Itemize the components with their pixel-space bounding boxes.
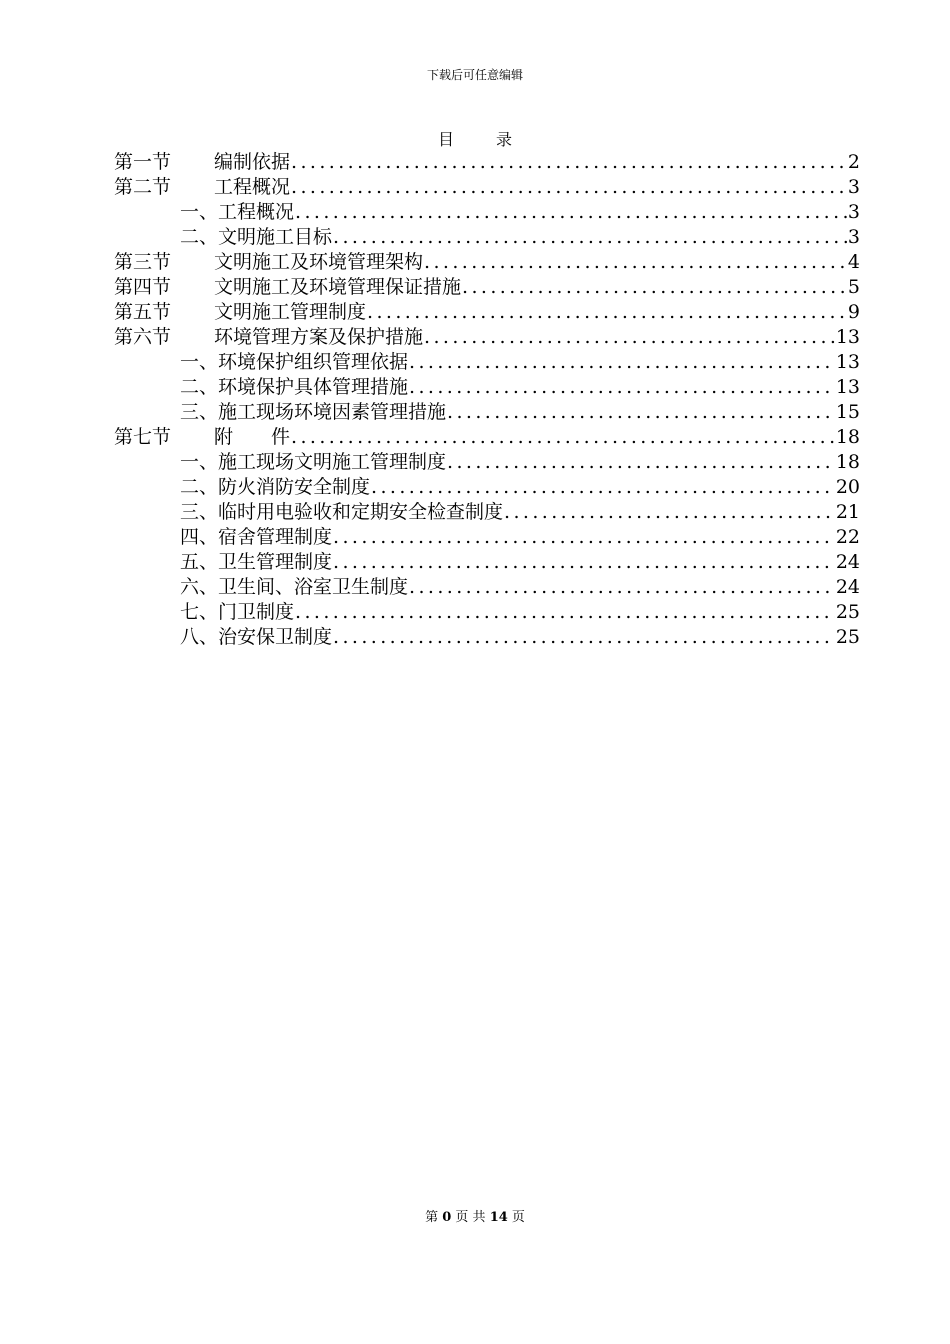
toc-entry[interactable] xyxy=(114,625,860,650)
toc-entry-page-number: 24 xyxy=(835,576,860,598)
toc-dot-leader xyxy=(291,150,847,175)
toc-dot-leader xyxy=(295,200,847,225)
toc-entry-page-number: 3 xyxy=(847,226,860,248)
toc-entry[interactable] xyxy=(114,550,860,575)
toc-entry[interactable] xyxy=(114,200,860,225)
toc-title-part1: 目 xyxy=(437,130,454,149)
toc-entry-page-number: 13 xyxy=(835,326,860,348)
toc-entry-title: 三、临时用电验收和定期安全检查制度 xyxy=(180,501,504,523)
toc-entry-section-number: 第七节 xyxy=(114,426,172,448)
toc-entry-page-number: 21 xyxy=(835,501,860,523)
toc-entry-title: 编制依据 xyxy=(214,151,291,173)
toc-entry[interactable] xyxy=(114,375,860,400)
toc-entry-title: 四、宿舍管理制度 xyxy=(180,526,333,548)
footer-total-pages: 14 xyxy=(489,1210,508,1225)
toc-entry[interactable] xyxy=(114,500,860,525)
toc-dot-leader xyxy=(504,500,835,525)
toc-entry[interactable] xyxy=(114,600,860,625)
toc-entry[interactable] xyxy=(114,225,860,250)
toc-entry[interactable] xyxy=(114,150,860,175)
toc-entry-title: 工程概况 xyxy=(214,176,291,198)
toc-entry-title: 附 件 xyxy=(214,426,291,448)
toc-dot-leader xyxy=(447,400,835,425)
toc-entry-title: 七、门卫制度 xyxy=(180,601,295,623)
footer-mid: 页 共 xyxy=(455,1210,486,1225)
footer-current-page: 0 xyxy=(442,1210,452,1225)
toc-dot-leader xyxy=(447,450,835,475)
toc-title xyxy=(0,127,950,150)
toc-entry-title: 二、防火消防安全制度 xyxy=(180,476,371,498)
toc-entry[interactable] xyxy=(114,175,860,200)
toc-entry-section-number: 第五节 xyxy=(114,301,172,323)
toc-entry-page-number: 25 xyxy=(835,601,860,623)
toc-dot-leader xyxy=(409,375,835,400)
toc-entry-title: 文明施工及环境管理保证措施 xyxy=(214,276,462,298)
toc-entry-page-number: 18 xyxy=(835,426,860,448)
toc-entry-section-number: 第三节 xyxy=(114,251,172,273)
toc-entry-page-number: 2 xyxy=(847,151,860,173)
toc-entry-title: 五、卫生管理制度 xyxy=(180,551,333,573)
toc-entry-page-number: 3 xyxy=(847,176,860,198)
toc-entry[interactable] xyxy=(114,350,860,375)
toc-entry-page-number: 25 xyxy=(835,626,860,648)
toc-entry-page-number: 24 xyxy=(835,551,860,573)
toc-entry-title: 一、工程概况 xyxy=(180,201,295,223)
toc-entry-page-number: 5 xyxy=(847,276,860,298)
toc-entry[interactable] xyxy=(114,525,860,550)
toc-dot-leader xyxy=(333,225,847,250)
toc-dot-leader xyxy=(333,625,835,650)
toc-entry-page-number: 22 xyxy=(835,526,860,548)
toc-entry-title: 一、环境保护组织管理依据 xyxy=(180,351,409,373)
toc-entry[interactable] xyxy=(114,575,860,600)
toc-entry-title: 二、文明施工目标 xyxy=(180,226,333,248)
toc-dot-leader xyxy=(424,250,847,275)
toc-entry-section-number: 第二节 xyxy=(114,176,172,198)
toc-dot-leader xyxy=(291,425,835,450)
toc-entry-section-number: 第四节 xyxy=(114,276,172,298)
toc-dot-leader xyxy=(462,275,847,300)
toc-dot-leader xyxy=(333,550,835,575)
toc-entry-page-number: 3 xyxy=(847,201,860,223)
table-of-contents xyxy=(114,150,860,650)
toc-dot-leader xyxy=(409,350,835,375)
toc-entry-page-number: 18 xyxy=(835,451,860,473)
footer-prefix: 第 xyxy=(425,1210,439,1225)
toc-entry-section-number: 第六节 xyxy=(114,326,172,348)
toc-entry-section-number: 第一节 xyxy=(114,151,172,173)
toc-entry[interactable] xyxy=(114,425,860,450)
toc-entry[interactable] xyxy=(114,400,860,425)
toc-entry-title: 八、治安保卫制度 xyxy=(180,626,333,648)
toc-dot-leader xyxy=(424,325,835,350)
toc-entry[interactable] xyxy=(114,275,860,300)
toc-dot-leader xyxy=(333,525,835,550)
toc-entry-title: 环境管理方案及保护措施 xyxy=(214,326,424,348)
toc-entry-title: 三、施工现场环境因素管理措施 xyxy=(180,401,447,423)
page-footer xyxy=(0,1206,950,1225)
toc-title-part2: 录 xyxy=(496,130,513,149)
toc-dot-leader xyxy=(409,575,835,600)
toc-entry-title: 六、卫生间、浴室卫生制度 xyxy=(180,576,409,598)
toc-entry-title: 二、环境保护具体管理措施 xyxy=(180,376,409,398)
toc-entry-page-number: 15 xyxy=(835,401,860,423)
toc-entry[interactable] xyxy=(114,475,860,500)
toc-dot-leader xyxy=(295,600,835,625)
toc-dot-leader xyxy=(371,475,835,500)
toc-entry[interactable] xyxy=(114,325,860,350)
toc-entry[interactable] xyxy=(114,250,860,275)
toc-entry-page-number: 9 xyxy=(847,301,860,323)
toc-entry-title: 文明施工管理制度 xyxy=(214,301,367,323)
toc-entry-page-number: 4 xyxy=(847,251,860,273)
toc-entry-page-number: 13 xyxy=(835,351,860,373)
footer-suffix: 页 xyxy=(511,1210,525,1225)
toc-entry[interactable] xyxy=(114,450,860,475)
toc-dot-leader xyxy=(291,175,847,200)
toc-entry[interactable] xyxy=(114,300,860,325)
page-header: 下载后可任意编辑 xyxy=(426,68,523,82)
toc-entry-page-number: 13 xyxy=(835,376,860,398)
toc-entry-page-number: 20 xyxy=(835,476,860,498)
toc-entry-title: 文明施工及环境管理架构 xyxy=(214,251,424,273)
toc-entry-title: 一、施工现场文明施工管理制度 xyxy=(180,451,447,473)
toc-dot-leader xyxy=(367,300,847,325)
